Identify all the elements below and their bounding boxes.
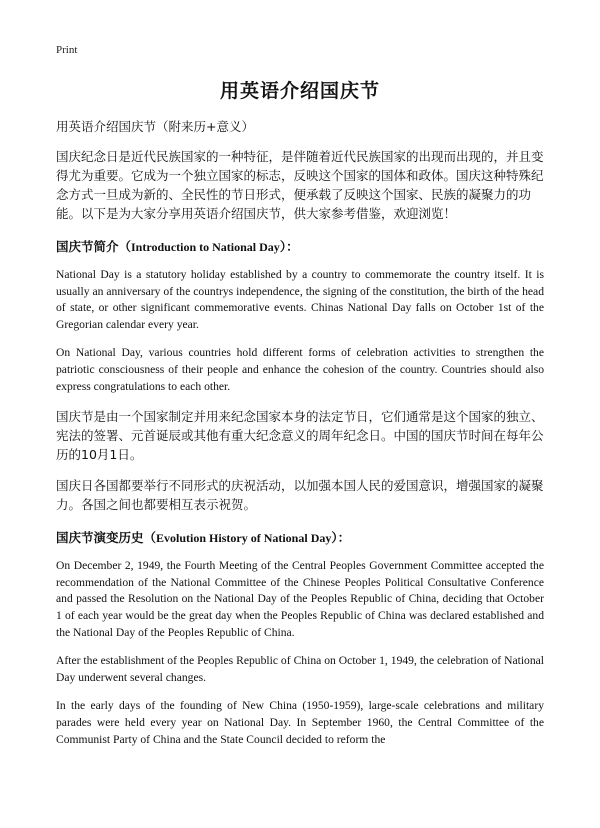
introduction-paragraph-en-2: On National Day, various countries hold different forms of celebration activities to strengthen the patriotic consciousness of their people and enhance the cohesion of the country. Countries should also express congratulations to each other. (56, 346, 544, 393)
heading-end: ）： (279, 239, 299, 254)
print-link[interactable]: Print (56, 44, 78, 56)
document-title: 用英语介绍国庆节 (219, 80, 380, 102)
introduction-paragraph-zh-2: 国庆日各国都要举行不同形式的庆祝活动，以加强本国人民的爱国意识，增强国家的凝聚力。各国之间也都要相互表示祝贺。 (56, 478, 544, 513)
heading-en: Evolution History of National Day (156, 531, 332, 546)
intro-paragraph: 国庆纪念日是近代民族国家的一种特征，是伴随着近代民族国家的出现而出现的，并且变得尤为重要。它成为一个独立国家的标志，反映这个国家的国体和政体。国庆这种特殊纪念方式一旦成为新的、全民性的节日形式，便承载了反映这个国家、民族的凝聚力的功能。以下是为大家分享用英语介绍国庆节，供大家参考借鉴，欢迎浏览！ (56, 149, 544, 221)
heading-zh: 国庆节演变历史（ (56, 530, 157, 546)
introduction-paragraph-zh-1: 国庆节是由一个国家制定并用来纪念国家本身的法定节日，它们通常是这个国家的独立、宪法的签署、元首诞辰或其他有重大纪念意义的周年纪念日。中国的国庆节时间在每年公历的10月1日。 (56, 409, 544, 463)
introduction-paragraph-en-1: National Day is a statutory holiday established by a country to commemorate the country itself. It is usually an anniversary of the countrys independence, the signing of the constitution, the birth of the head of state, or other significant commemorative events. Chinas National Day falls on October 1st of the Gregorian calendar every year. (56, 268, 544, 331)
evolution-paragraph-2: After the establishment of the Peoples Republic of China on October 1, 1949, the celebration of National Day underwent several changes. (56, 654, 544, 684)
document-subtitle: 用英语介绍国庆节（附来历+意义） (56, 119, 254, 134)
heading-zh: 国庆节简介（ (56, 239, 132, 254)
heading-end: ）： (331, 530, 351, 546)
heading-en: Introduction to National Day (131, 240, 280, 254)
evolution-paragraph-1: On December 2, 1949, the Fourth Meeting of the Central Peoples Government Committee accepted the recommendation of the National Committee of the Chinese Peoples Political Consultative Conference and passed the Resolution on the National Day of the Peoples Republic of China, deciding that October 1 of each year would be the great day when the Peoples Republic of China was declared established and the National Day of the Peoples Republic of China. (56, 559, 544, 639)
section-heading-evolution (56, 528, 544, 546)
section-heading-introduction (56, 237, 544, 255)
evolution-paragraph-3: In the early days of the founding of New China (1950-1959), large-scale celebrations and military parades were held every year on National Day. In September 1960, the Central Committee of the Communist Party of China and the State Council decided to reform the (56, 699, 544, 746)
